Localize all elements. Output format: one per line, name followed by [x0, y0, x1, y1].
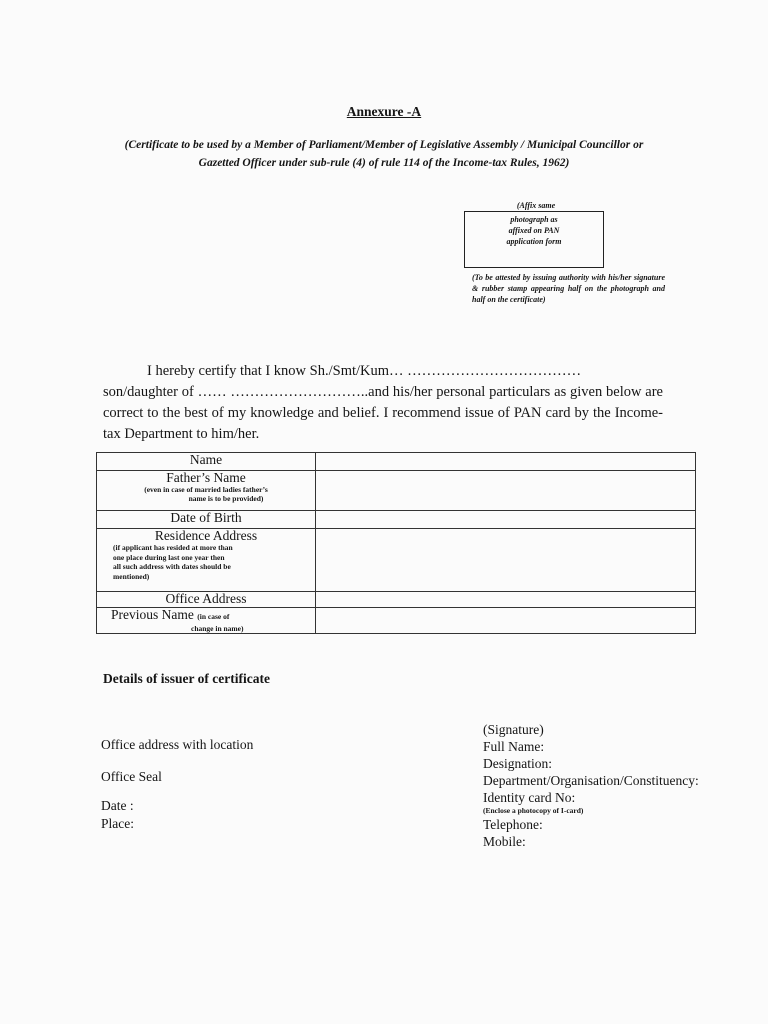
- date-label: Date :: [101, 798, 134, 813]
- subtitle-line-2: Gazetted Officer under sub-rule (4) of rule 114 of the Income-tax Rules, 1962): [198, 157, 570, 169]
- dob-value-cell[interactable]: [316, 511, 696, 529]
- certification-line-1: I hereby certify that I know Sh./Smt/Kum… ………………………………: [147, 363, 582, 379]
- table-row: [97, 511, 696, 529]
- father-name-note: (even in case of married ladies father’s: [144, 485, 268, 494]
- photo-instruction-line: application form: [506, 237, 562, 246]
- previous-name-label: [97, 608, 316, 634]
- photo-instruction-top: (Affix same: [516, 201, 556, 210]
- full-name-label: Full Name:: [483, 739, 545, 754]
- photo-instruction: [465, 214, 603, 247]
- previous-name-note: (in case of: [197, 612, 230, 621]
- table-row: [97, 529, 696, 592]
- previous-name-note: change in name): [191, 624, 244, 633]
- department-label: Department/Organisation/Constituency:: [483, 773, 699, 788]
- photo-box: [464, 211, 604, 268]
- certification-paragraph: [103, 361, 663, 445]
- office-seal-label: Office Seal: [101, 769, 162, 784]
- residence-address-value-cell[interactable]: [316, 529, 696, 592]
- office-address-with-location-label: Office address with location: [101, 737, 254, 752]
- dob-label: [97, 511, 316, 529]
- place-label: Place:: [101, 816, 134, 831]
- issuer-signature-block: [483, 721, 699, 850]
- table-row: [97, 592, 696, 608]
- particulars-table: [96, 452, 696, 634]
- residence-address-note: one place during last one year then: [113, 552, 225, 562]
- office-address-label-text: Office Address: [165, 591, 247, 606]
- name-label: [97, 453, 316, 471]
- name-value-cell[interactable]: [316, 453, 696, 471]
- page-title: Annexure -A: [346, 104, 422, 119]
- father-name-note: name is to be provided): [188, 494, 264, 503]
- photo-attestation-note: (To be attested by issuing authority with his/her signature & rubber stamp appearing half on the photograph and half on the certificate): [472, 273, 665, 304]
- subtitle-line-1: (Certificate to be used by a Member of Parliament/Member of Legislative Assembly / Municipal Councillor or: [124, 139, 644, 151]
- photo-instruction-line: affixed on PAN: [508, 226, 560, 235]
- previous-name-label-text: Previous Name: [111, 607, 194, 622]
- residence-address-label-text: Residence Address: [154, 528, 258, 543]
- father-name-label: [97, 471, 316, 511]
- name-label-text: Name: [189, 452, 223, 467]
- residence-address-label: [97, 529, 316, 592]
- identity-card-label: Identity card No:: [483, 790, 576, 805]
- identity-card-note: (Enclose a photocopy of I-card): [483, 806, 584, 815]
- signature-label: (Signature): [483, 722, 544, 737]
- residence-address-note: all such address with dates should be: [113, 562, 231, 571]
- residence-address-note: (if applicant has resided at more than: [113, 543, 233, 552]
- mobile-label: Mobile:: [483, 834, 526, 849]
- office-address-value-cell[interactable]: [316, 592, 696, 608]
- telephone-label: Telephone:: [483, 817, 543, 832]
- table-row: [97, 453, 696, 471]
- table-row: [97, 608, 696, 634]
- father-name-value-cell[interactable]: [316, 471, 696, 511]
- dob-label-text: Date of Birth: [170, 510, 242, 525]
- page-subtitle: [60, 136, 708, 172]
- photo-instruction-line: photograph as: [510, 215, 558, 224]
- father-name-label-text: Father’s Name: [166, 470, 246, 485]
- residence-address-note: mentioned): [113, 571, 150, 581]
- designation-label: Designation:: [483, 756, 552, 771]
- previous-name-value-cell[interactable]: [316, 608, 696, 634]
- certification-line-2: son/daughter of …… ………………………..and his/her personal particulars as given below are correct to the best of my knowledge and belief. I recommend issue of PAN card by the Income-tax Department to him/her.: [103, 384, 663, 442]
- table-row: [97, 471, 696, 511]
- issuer-details-heading: Details of issuer of certificate: [103, 671, 270, 686]
- office-address-label: [97, 592, 316, 608]
